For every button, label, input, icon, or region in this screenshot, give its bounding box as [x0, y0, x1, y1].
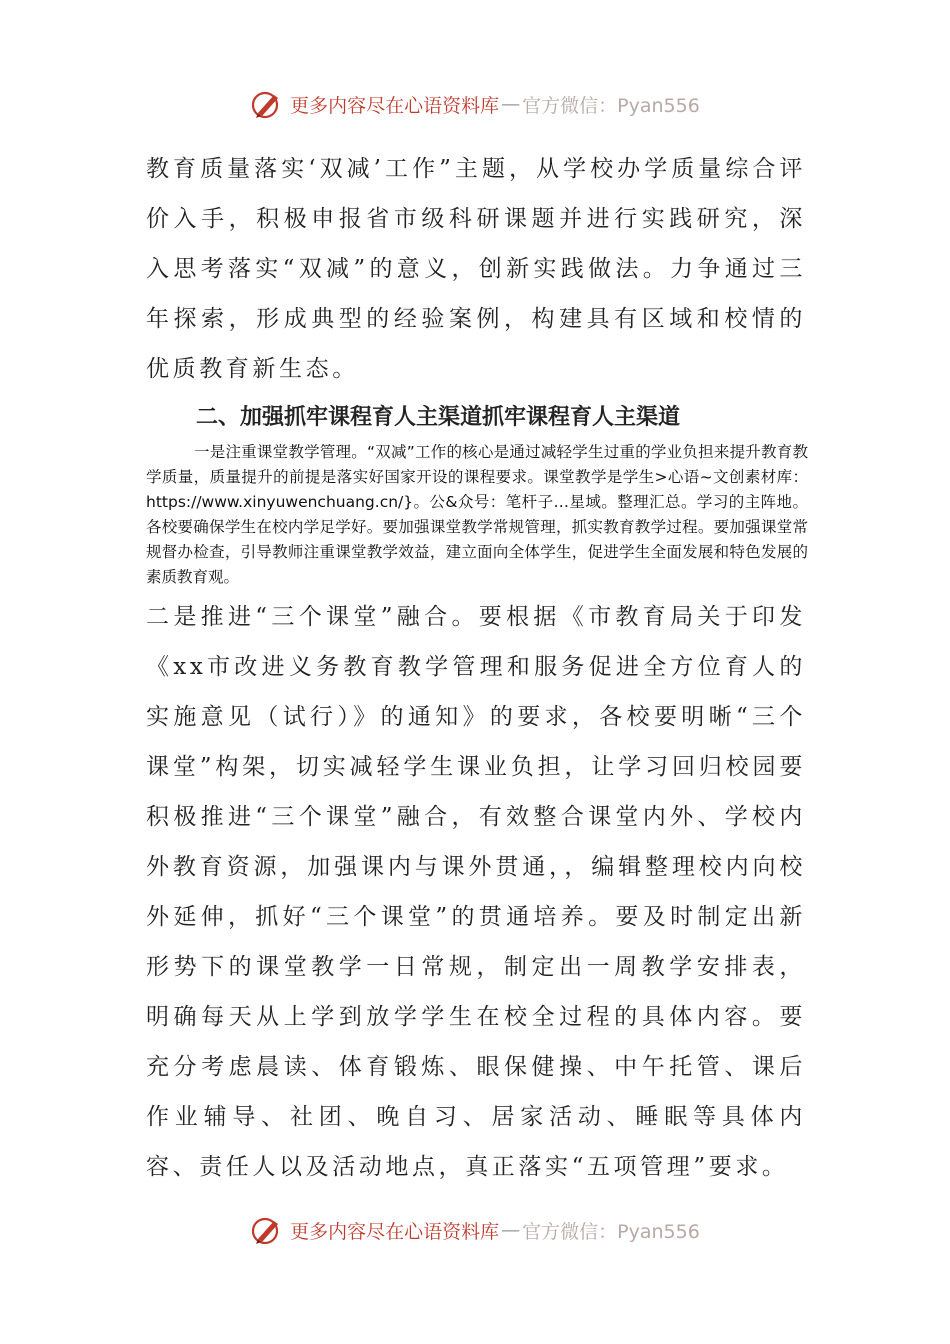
pen-logo-icon: [250, 1213, 284, 1247]
banner-text: 更多内容尽在心语资料库: [290, 94, 500, 117]
paragraph-3: 二是推进“三个课堂”融合。要根据《市教育局关于印发《xx市改进义务教育教学管理和服务促进全方位育人的实施意见（试行）》的通知》的要求，各校要明晰“三个课堂”构架，切实减轻学生课业负担，让学习回归校园要积极推进“三个课堂”融合，有效整合课堂内外、学校内外教育资源，加强课内与课外贯通，，编辑整理校内向校外延伸，抓好“三个课堂”的贯通培养。要及时制定出新形势下的课堂教学一日常规，制定出一周教学安排表，明确每天从上学到放学学生在校全过程的具体内容。要充分考虑晨读、体育锻炼、眼保健操、中午托管、课后作业辅导、社团、晚自习、居家活动、睡眠等具体内容、责任人以及活动地点，真正落实“五项管理”要求。: [146, 604, 806, 1180]
footer-watermark-banner: [0, 1208, 950, 1252]
paragraph-2: 一是注重课堂教学管理。“双减”工作的核心是通过减轻学生过重的学业负担来提升教育教学质量，质量提升的前提是落实好国家开设的课程要求。课堂教学是学生>心语~文创素材库：https://www.xinyuwenchuang.cn/}。公&众号：笔杆子…星域。整理汇总。学习的主阵地。各校要确保学生在校内学足学好。要加强课堂教学常规管理，抓实教育教学过程。要加强课堂常规督办检查，引导教师注重课堂教学效益，建立面向全体学生，促进学生全面发展和特色发展的素质教育观。: [146, 443, 808, 586]
banner-contact: 官方微信：Pyan556: [522, 1220, 700, 1243]
header-watermark-banner: [0, 82, 950, 126]
section-heading: 二、加强抓牢课程育人主渠道抓牢课程育人主渠道: [196, 405, 681, 430]
banner-separator: —: [501, 1219, 521, 1241]
banner-contact: 官方微信：Pyan556: [522, 94, 700, 117]
pen-logo-icon: [250, 87, 284, 121]
banner-separator: —: [501, 93, 521, 115]
banner-text: 更多内容尽在心语资料库: [290, 1220, 500, 1243]
paragraph-1: 教育质量落实‘双减’工作”主题，从学校办学质量综合评价入手，积极申报省市级科研课题并进行实践研究，深入思考落实“双减”的意义，创新实践做法。力争通过三年探索，形成典型的经验案例，构建具有区域和校情的优质教育新生态。: [146, 156, 806, 382]
